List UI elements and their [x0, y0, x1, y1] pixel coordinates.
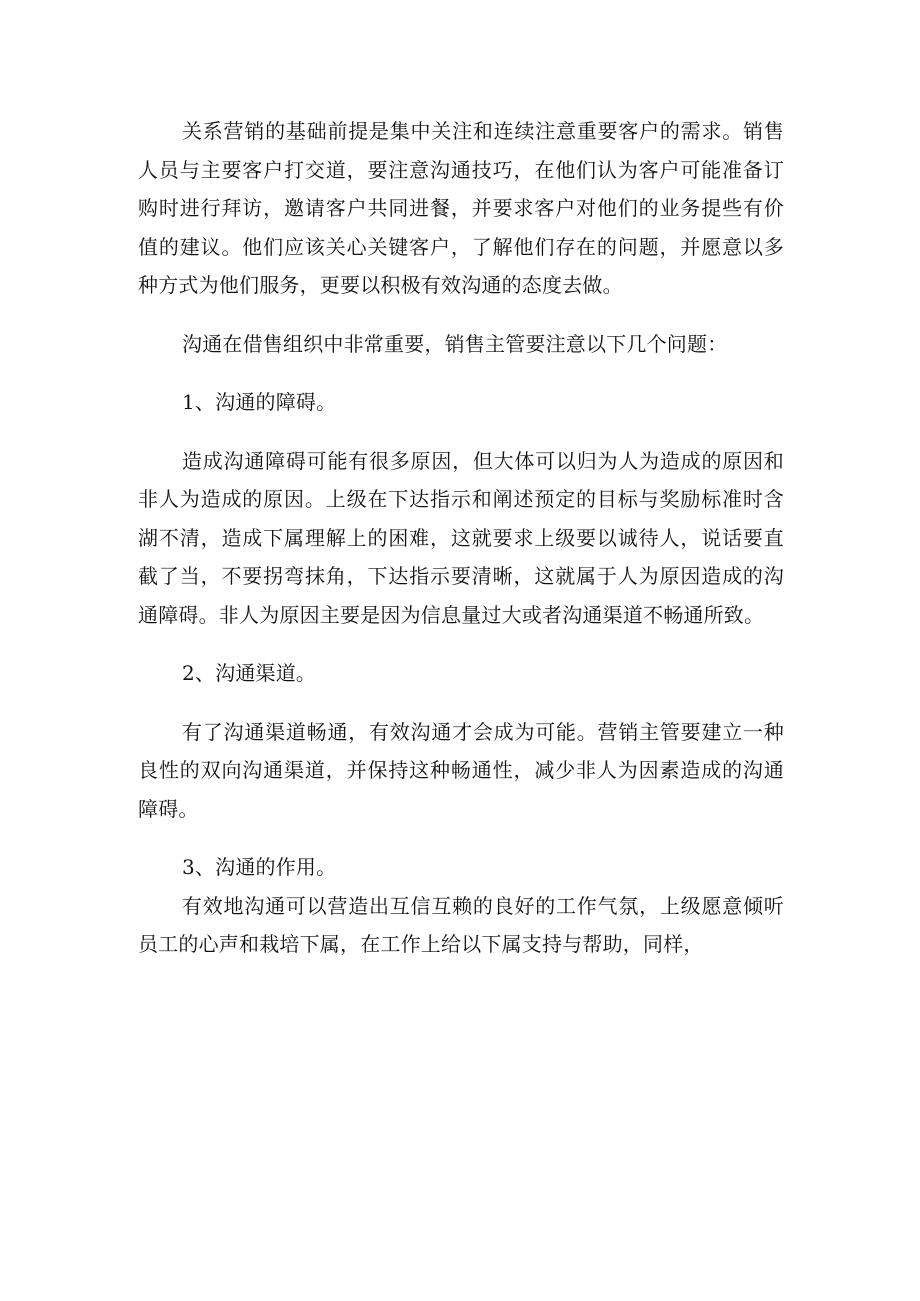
paragraph-relationship-marketing: 关系营销的基础前提是集中关注和连续注意重要客户的需求。销售人员与主要客户打交道，要注意沟通技巧，在他们认为客户可能准备订购时进行拜访，邀请客户共同进餐，并要求客户对他们的业务提些有价值的建议。他们应该关心关键客户，了解他们存在的问题，并愿意以多种方式为他们服务，更要以积极有效沟通的态度去做。: [138, 119, 784, 297]
heading-communication-barriers: 1、沟通的障碍。: [182, 390, 337, 414]
paragraph-communication-channels: 有了沟通渠道畅通，有效沟通才会成为可能。营销主管要建立一种良性的双向沟通渠道，并保持这种畅通性，减少非人为因素造成的沟通障碍。: [138, 719, 784, 821]
heading-communication-role: 3、沟通的作用。: [182, 855, 337, 879]
paragraph-communication-role: 有效地沟通可以营造出互信互赖的良好的工作气氛，上级愿意倾听员工的心声和栽培下属，在工作上给以下属支持与帮助，同样，: [138, 893, 784, 956]
paragraph-communication-barriers: 造成沟通障碍可能有很多原因，但大体可以归为人为造成的原因和非人为造成的原因。上级在下达指示和阐述预定的目标与奖励标准时含湖不清，造成下属理解上的困难，这就要求上级要以诚待人，说话要直截了当，不要拐弯抹角，下达指示要清晰，这就属于人为原因造成的沟通障碍。非人为原因主要是因为信息量过大或者沟通渠道不畅通所致。: [138, 448, 784, 627]
paragraph-communication-importance: 沟通在借售组织中非常重要，销售主管要注意以下几个问题：: [182, 331, 728, 356]
heading-communication-channels: 2、沟通渠道。: [182, 661, 317, 685]
document-body: [138, 112, 784, 964]
